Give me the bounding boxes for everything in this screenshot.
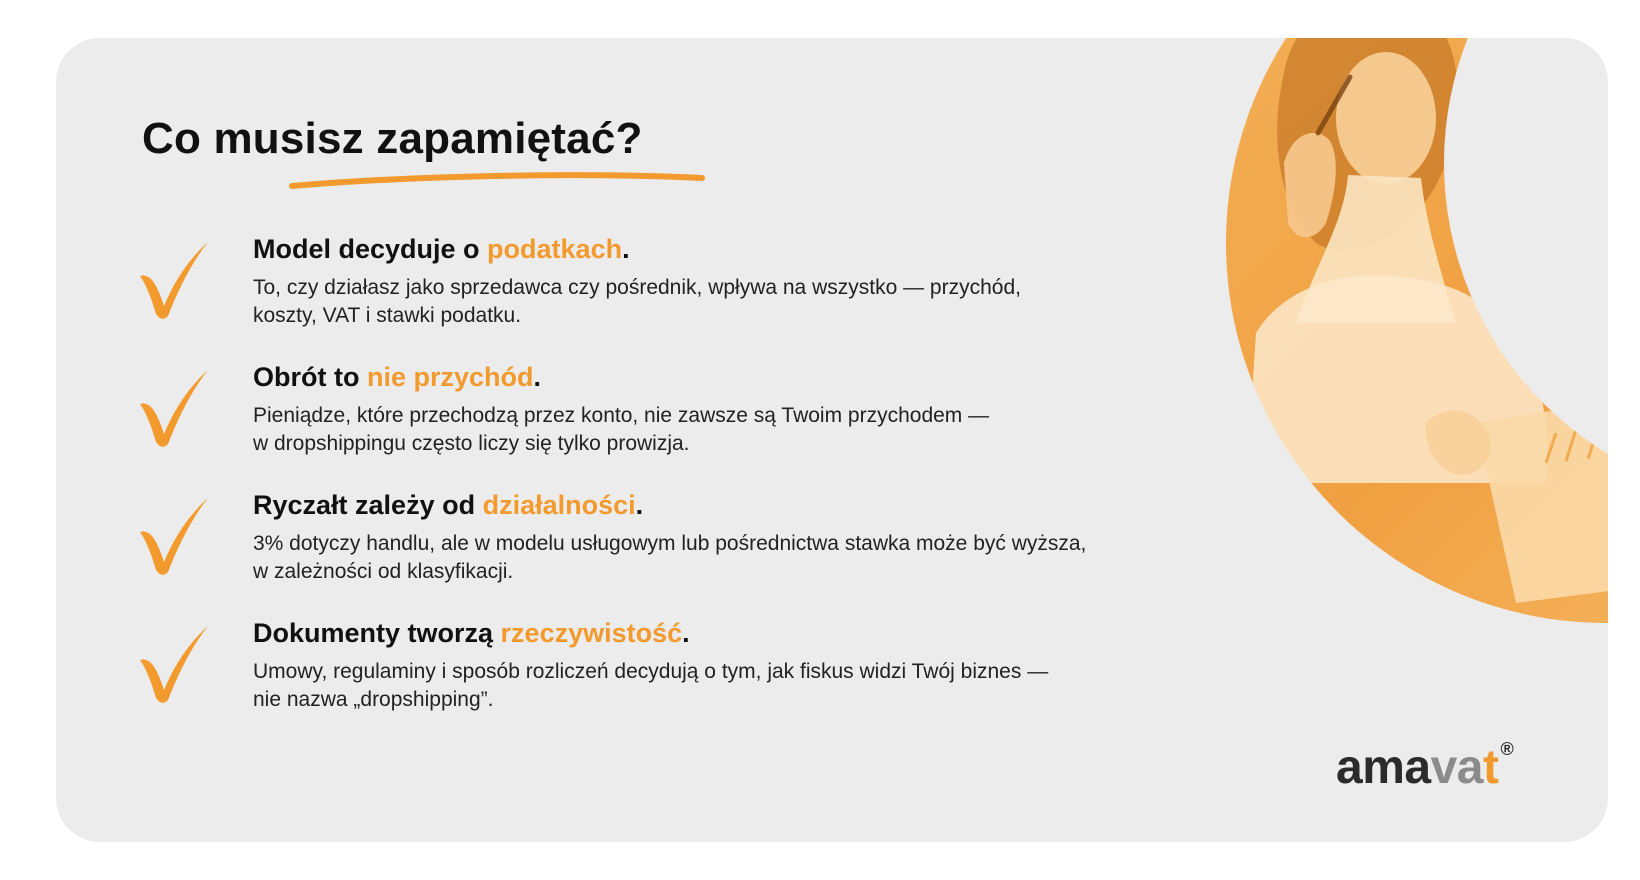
checkmark-icon <box>136 624 212 704</box>
logo-text-ama: ama <box>1336 741 1431 794</box>
item-heading: Dokumenty tworzą rzeczywistość. <box>253 618 690 648</box>
heading-accent: podatkach <box>487 234 623 264</box>
heading-accent: działalności <box>482 490 636 520</box>
checkmark-icon <box>136 496 212 576</box>
heading-accent: nie przychód <box>366 362 534 392</box>
title-underline-decoration <box>288 168 708 194</box>
logo-text-t: t <box>1482 741 1499 794</box>
item-description: Pieniądze, które przechodzą przez konto, nie zawsze są Twoim przychodem — w dropshippingu często liczy się tylko prowizja. <box>253 404 990 455</box>
item-description: 3% dotyczy handlu, ale w modelu usługowym lub pośrednictwa stawka może być wyższa, w zależności od klasyfikacji. <box>253 532 1087 583</box>
checkmark-icon <box>136 368 212 448</box>
checkmark-icon <box>136 240 212 320</box>
logo-text-va: va <box>1430 741 1483 794</box>
summary-card <box>56 38 1608 842</box>
item-description: Umowy, regulaminy i sposób rozliczeń decydują o tym, jak fiskus widzi Twój biznes — nie nazwa „dropshipping”. <box>253 660 1049 711</box>
page-title: Co musisz zapamiętać? <box>142 114 643 163</box>
registered-mark: ® <box>1500 739 1514 759</box>
item-heading: Model decyduje o podatkach. <box>253 234 630 264</box>
item-heading: Ryczałt zależy od działalności. <box>253 490 644 520</box>
item-description: To, czy działasz jako sprzedawca czy pośrednik, wpływa na wszystko — przychód, koszty, VAT i stawki podatku. <box>253 276 1021 327</box>
item-heading: Obrót to nie przychód. <box>253 362 542 392</box>
list-item <box>136 490 1286 618</box>
key-points-list <box>136 234 1286 746</box>
heading-accent: rzeczywistość <box>500 618 683 648</box>
amavat-logo <box>1336 738 1514 798</box>
list-item <box>136 618 1286 746</box>
list-item <box>136 234 1286 362</box>
list-item <box>136 362 1286 490</box>
